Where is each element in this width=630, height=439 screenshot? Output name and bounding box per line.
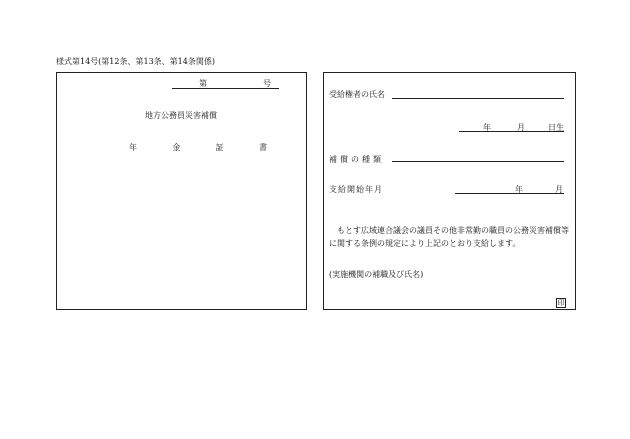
implementing-agency-label: (実施機関の補職及び氏名): [329, 270, 424, 279]
payment-start-label: 支給開始年月: [329, 185, 383, 194]
certificate-number-prefix: 第: [199, 79, 207, 88]
certificate-subtitle: [129, 142, 267, 153]
compensation-type-label: 補償の種類: [329, 155, 384, 164]
certificate-number-suffix: 号: [263, 79, 271, 88]
seal-icon: 印: [557, 299, 565, 307]
subtitle-char-1: 年: [129, 143, 137, 152]
payment-start-line: [455, 193, 564, 194]
start-year-label: 年: [515, 185, 523, 194]
birth-year-label: 年: [483, 123, 491, 132]
recipient-name-line: [392, 98, 564, 99]
certificate-number-line: [172, 88, 279, 89]
subtitle-char-4: 書: [258, 143, 267, 152]
birth-date-line: [459, 131, 564, 132]
form-number: 様式第14号(第12条、第13条、第14条関係): [56, 57, 215, 66]
subtitle-char-2: 金: [172, 143, 181, 152]
birth-day-label: 日生: [548, 123, 564, 132]
details-panel: [323, 72, 576, 310]
certificate-title: 地方公務員災害補償: [145, 111, 217, 120]
payment-statement: もとす広域連合議会の議員その他非常勤の職員の公務災害補償等に関する条例の規定により上記のとおり支給します。: [329, 226, 569, 248]
certificate-panel: [56, 72, 307, 310]
subtitle-char-3: 証: [215, 143, 224, 152]
start-month-label: 月: [555, 185, 563, 194]
recipient-name-label: 受給権者の氏名: [329, 90, 385, 99]
birth-month-label: 月: [517, 123, 525, 132]
compensation-type-line: [392, 161, 564, 162]
